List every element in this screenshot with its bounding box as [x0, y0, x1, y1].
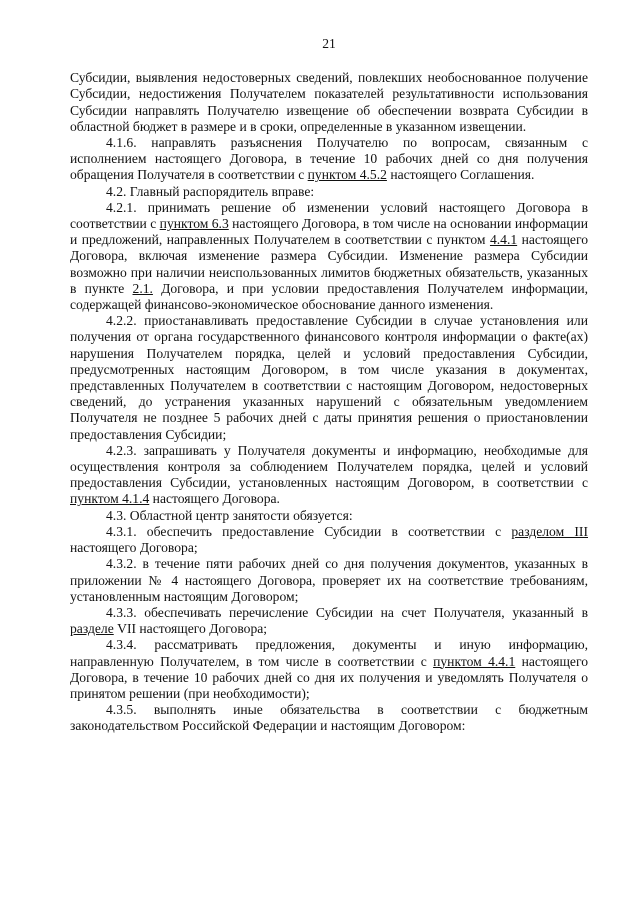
paragraph-text: VII настоящего Договора; [113, 621, 268, 637]
paragraph-p-4-2-2 [70, 313, 588, 443]
paragraph-text: 4.3.2. в течение пяти рабочих дней со дня получения документов, указанных в приложении № 4 настоящего Договора, проверяет их на соответствие требованиям, установленным настоящим Договором; [70, 556, 588, 604]
paragraph-text: 4.1.6. направлять разъяснения Получателю по вопросам, связанным с исполнением настоящего Договора, в течение 10 рабочих дней со дня получения обращения Получателя в соответствии с [70, 135, 588, 183]
paragraph-text: настоящего Договора, в том числе на основании информации и предложений, направленных Получателем в соответствии с пунктом [70, 216, 588, 248]
cross-reference-link[interactable]: пунктом 4.1.4 [70, 491, 150, 507]
paragraph-p-4-3-4 [70, 637, 588, 702]
paragraph-text: 4.3.3. обеспечивать перечисление Субсидии на счет Получателя, указанный в [106, 604, 588, 620]
cross-reference-link[interactable]: 4.4.1 [489, 232, 518, 248]
paragraph-text: 4.2.1. принимать решение об изменении условий настоящего Договора в соответствии с [70, 199, 588, 232]
document-body [70, 70, 588, 734]
paragraph-p-4-3-2 [70, 556, 588, 605]
paragraph-text: 4.3.4. рассматривать предложения, документы и иную информацию, направленную Получателем, в том числе в соответствии с [70, 637, 588, 669]
paragraph-text: настоящего Договора, в течение 10 рабочих дней со дня их получения и уведомлять Получателя о принятом решении (при необходимости); [70, 653, 588, 701]
cross-reference-link[interactable]: 2.1. [132, 280, 153, 296]
paragraph-p-4-3-1 [70, 524, 588, 556]
paragraph-p-4-2-3 [70, 443, 588, 508]
paragraph-text: настоящего Соглашения. [386, 167, 535, 183]
paragraph-text: 4.2. Главный распорядитель вправе: [106, 183, 315, 199]
paragraph-text: 4.2.2. приостанавливать предоставление Субсидии в случае установления или получения от органа государственного финансового контроля информации о факте(ах) нарушения Получателем порядка, целей и условий предоставления Субсидии, предусмотренных настоящим Договором, в том числе указания в документах, представленных Получателем в соответствии с настоящим Договором, недостоверных сведений, до устранения указанных нарушений с обязательным уведомлением Получателя не позднее 5 рабочих дней с даты принятия решения о приостановлении предоставления Субсидии; [70, 313, 588, 442]
paragraph-text: настоящего Договора, включая изменение размера Субсидии. Изменение размера Субсидии возможно при наличии неиспользованных лимитов бюджетных обязательств, указанных в пункте [70, 232, 589, 296]
paragraph-p-4-2-1 [70, 200, 588, 313]
paragraph-p-4-3-5 [70, 702, 588, 734]
paragraph-cont [70, 70, 588, 135]
paragraph-p-4-3-3 [70, 605, 588, 637]
paragraph-text: 4.3. Областной центр занятости обязуется: [106, 507, 353, 523]
paragraph-text: 4.2.3. запрашивать у Получателя документы и информацию, необходимые для осуществления контроля за соблюдением Получателем порядка, целей и условий предоставления Субсидии, установленных настоящим Договором, в соответствии с [70, 442, 588, 491]
cross-reference-link[interactable]: разделе [70, 621, 114, 637]
cross-reference-link[interactable]: пунктом 6.3 [159, 216, 229, 232]
paragraph-text: настоящего Договора. [149, 491, 280, 507]
paragraph-text: настоящего Договора; [70, 540, 198, 556]
cross-reference-link[interactable]: разделом III [511, 523, 588, 539]
paragraph-p-4-3 [70, 508, 588, 524]
paragraph-text: 4.3.1. обеспечить предоставление Субсидии в соответствии с [106, 523, 512, 539]
paragraph-text: 4.3.5. выполнять иные обязательства в соответствии с бюджетным законодательством Российской Федерации и настоящим Договором: [70, 702, 588, 734]
cross-reference-link[interactable]: пунктом 4.5.2 [307, 167, 387, 183]
paragraph-text: Субсидии, выявления недостоверных сведений, повлекших необоснованное получение Субсидии, недостижения Получателем показателей результативности использования Субсидии направлять Получателю извещение об обеспечении возврата Субсидии в областной бюджет в размере и в сроки, определенные в указанном извещении. [70, 70, 588, 134]
paragraph-text: Договора, и при условии предоставления Получателем информации, содержащей финансово-экономическое обоснование данного изменения. [70, 280, 588, 313]
paragraph-p-4-1-6 [70, 135, 588, 184]
page-number: 21 [322, 36, 336, 51]
cross-reference-link[interactable]: пунктом 4.4.1 [433, 653, 516, 669]
paragraph-p-4-2 [70, 184, 588, 200]
